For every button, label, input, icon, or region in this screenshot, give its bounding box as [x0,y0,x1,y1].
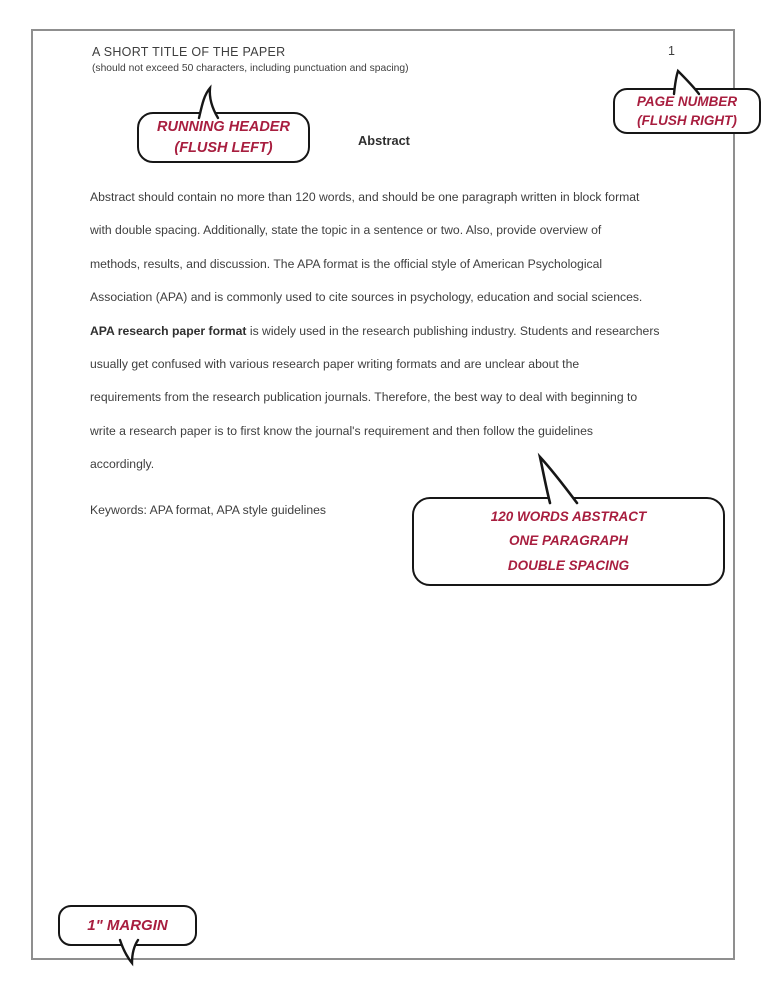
paragraph-line [90,281,730,314]
callout-abstract-rules [412,497,725,586]
paragraph-bold-lead: APA research paper format [90,323,247,338]
paragraph-line-text: is widely used in the research publishing industry. Students and researchers [246,323,660,338]
abstract-paragraph [90,181,730,482]
paragraph-line-text: methods, results, and discussion. The APA format is the official style of American Psychological [90,256,603,271]
paragraph-line [90,248,730,281]
callout-tail-up-icon [540,457,580,503]
callout-text-line: ONE PARAGRAPH [508,533,628,549]
paragraph-line-text: Abstract should contain no more than 120 words, and should be one paragraph written in block format [90,190,640,204]
paragraph-line [90,214,730,247]
paragraph-line [90,381,730,414]
callout-margin [58,905,197,946]
paragraph-line-text: with double spacing. Additionally, state the topic in a sentence or two. Also, provide overview of [90,223,602,238]
paragraph-line-text: requirements from the research publication journals. Therefore, the best way to deal with beginning to [90,390,638,405]
paragraph-line [90,181,730,214]
callout-text-line: DOUBLE SPACING [507,557,630,573]
paragraph-line-text: write a research paper is to first know the journal's requirement and then follow the guidelines [90,423,593,438]
running-header-title: A SHORT TITLE OF THE PAPER [92,45,286,59]
callout-text-line: 120 WORDS ABSTRACT [490,508,647,524]
page-number: 1 [668,44,675,58]
running-header-note: (should not exceed 50 characters, including punctuation and spacing) [92,63,409,74]
callout-page-number [613,88,761,134]
callout-tail-up-icon [195,88,221,118]
callout-tail-down-icon [118,940,140,964]
paragraph-line [90,415,730,448]
callout-text-line: (FLUSH LEFT) [174,139,273,156]
paragraph-line-text: usually get confused with various research paper writing formats and are unclear about the [90,357,580,372]
callout-text-line: 1" MARGIN [87,916,168,934]
callout-text-line: RUNNING HEADER [157,118,290,135]
page-margin-border [31,29,738,960]
abstract-heading: Abstract [358,133,410,148]
callout-text-line: PAGE NUMBER [636,94,738,109]
callout-tail-up-icon [673,71,701,94]
paragraph-line [90,348,730,381]
keywords-line: Keywords: APA format, APA style guidelines [90,503,326,517]
callout-running-header [137,112,310,163]
paragraph-line-text: accordingly. [90,457,155,472]
paragraph-line [90,448,730,481]
paragraph-line-text: Association (APA) and is commonly used to cite sources in psychology, education and social sciences. [90,290,643,305]
paragraph-line [90,315,730,348]
callout-text-line: (FLUSH RIGHT) [637,113,737,128]
